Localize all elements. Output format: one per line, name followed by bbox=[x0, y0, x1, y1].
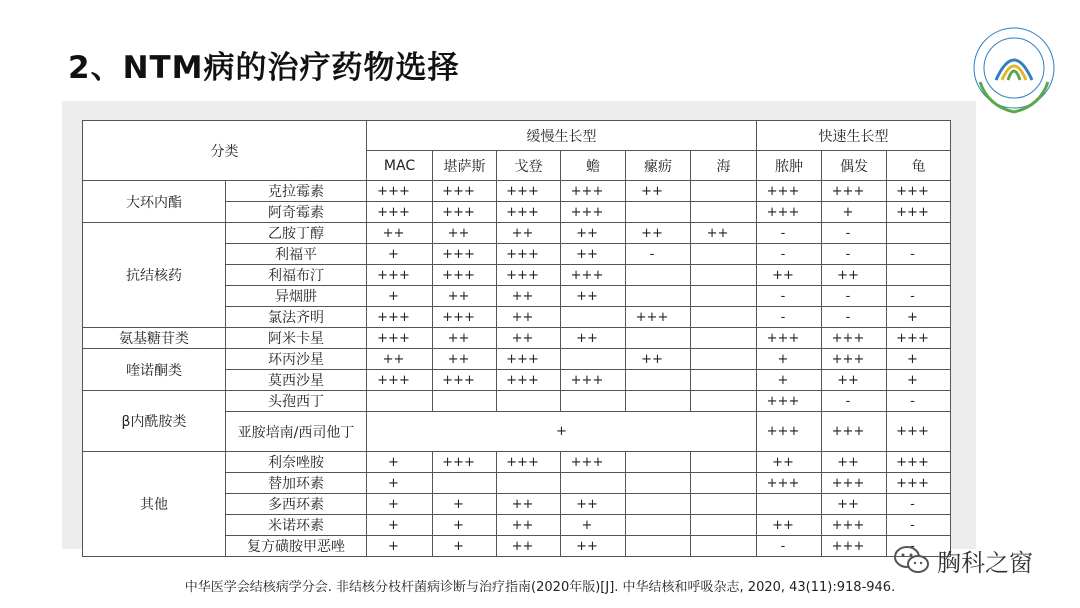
activity-cell: +++ bbox=[497, 202, 561, 223]
activity-cell: ++ bbox=[497, 536, 561, 557]
activity-cell: +++ bbox=[367, 265, 433, 286]
activity-cell: +++ bbox=[757, 412, 822, 452]
ntm-drug-table bbox=[82, 120, 951, 557]
activity-cell: + bbox=[757, 349, 822, 370]
activity-cell: + bbox=[433, 536, 497, 557]
activity-cell: ++ bbox=[433, 349, 497, 370]
activity-cell bbox=[887, 223, 951, 244]
drug-name: 氯法齐明 bbox=[226, 307, 367, 328]
activity-cell: ++ bbox=[822, 265, 887, 286]
activity-cell: ++ bbox=[497, 286, 561, 307]
header-species: 龟 bbox=[887, 151, 951, 181]
activity-cell: - bbox=[757, 536, 822, 557]
activity-cell: - bbox=[887, 515, 951, 536]
activity-cell: - bbox=[887, 391, 951, 412]
activity-cell: - bbox=[822, 286, 887, 307]
activity-cell bbox=[691, 515, 757, 536]
activity-cell: + bbox=[367, 473, 433, 494]
drug-name: 阿米卡星 bbox=[226, 328, 367, 349]
wechat-icon bbox=[893, 544, 931, 576]
activity-cell: + bbox=[887, 370, 951, 391]
table-row bbox=[83, 328, 951, 349]
category-cell: 氨基糖苷类 bbox=[83, 328, 226, 349]
activity-cell: +++ bbox=[887, 412, 951, 452]
activity-cell: ++ bbox=[626, 349, 691, 370]
activity-cell: +++ bbox=[887, 328, 951, 349]
activity-cell: + bbox=[887, 349, 951, 370]
activity-cell bbox=[626, 473, 691, 494]
activity-cell: + bbox=[822, 202, 887, 223]
activity-cell bbox=[691, 244, 757, 265]
header-species: 脓肿 bbox=[757, 151, 822, 181]
activity-cell bbox=[561, 349, 626, 370]
drug-name: 异烟肼 bbox=[226, 286, 367, 307]
drug-name: 克拉霉素 bbox=[226, 181, 367, 202]
activity-cell: - bbox=[757, 244, 822, 265]
activity-cell: ++ bbox=[497, 494, 561, 515]
activity-cell: ++ bbox=[757, 265, 822, 286]
activity-cell: + bbox=[367, 244, 433, 265]
activity-cell bbox=[691, 181, 757, 202]
activity-cell bbox=[626, 452, 691, 473]
activity-cell: - bbox=[822, 223, 887, 244]
activity-cell: +++ bbox=[497, 349, 561, 370]
activity-cell: ++ bbox=[626, 223, 691, 244]
header-species: 瘰疬 bbox=[626, 151, 691, 181]
drug-name: 乙胺丁醇 bbox=[226, 223, 367, 244]
activity-cell: +++ bbox=[367, 328, 433, 349]
activity-cell: ++ bbox=[497, 307, 561, 328]
activity-cell bbox=[626, 391, 691, 412]
activity-cell: +++ bbox=[433, 370, 497, 391]
activity-cell bbox=[691, 536, 757, 557]
activity-cell: +++ bbox=[626, 307, 691, 328]
activity-cell bbox=[561, 473, 626, 494]
activity-cell: +++ bbox=[822, 515, 887, 536]
activity-cell: ++ bbox=[561, 286, 626, 307]
header-species: MAC bbox=[367, 151, 433, 181]
activity-cell bbox=[433, 473, 497, 494]
activity-cell: - bbox=[887, 244, 951, 265]
activity-cell-merged: + bbox=[367, 412, 757, 452]
drug-name: 利福平 bbox=[226, 244, 367, 265]
drug-name: 利福布汀 bbox=[226, 265, 367, 286]
table-row bbox=[83, 391, 951, 412]
header-species: 海 bbox=[691, 151, 757, 181]
activity-cell: +++ bbox=[367, 181, 433, 202]
activity-cell: +++ bbox=[497, 244, 561, 265]
activity-cell: +++ bbox=[757, 391, 822, 412]
activity-cell bbox=[691, 349, 757, 370]
activity-cell: + bbox=[367, 515, 433, 536]
header-category: 分类 bbox=[83, 121, 367, 181]
header-species: 蟾 bbox=[561, 151, 626, 181]
header-species: 戈登 bbox=[497, 151, 561, 181]
activity-cell: +++ bbox=[433, 265, 497, 286]
activity-cell: ++ bbox=[561, 536, 626, 557]
activity-cell bbox=[691, 473, 757, 494]
activity-cell: - bbox=[887, 536, 951, 557]
activity-cell: ++ bbox=[367, 223, 433, 244]
activity-cell bbox=[757, 494, 822, 515]
activity-cell: ++ bbox=[822, 452, 887, 473]
activity-cell: ++ bbox=[561, 328, 626, 349]
activity-cell bbox=[367, 391, 433, 412]
activity-cell: +++ bbox=[822, 412, 887, 452]
header-fast-growing: 快速生长型 bbox=[757, 121, 951, 151]
drug-name: 环丙沙星 bbox=[226, 349, 367, 370]
header-species: 偶发 bbox=[822, 151, 887, 181]
drug-name: 亚胺培南/西司他丁 bbox=[226, 412, 367, 452]
activity-cell: + bbox=[887, 307, 951, 328]
activity-cell: ++ bbox=[433, 328, 497, 349]
activity-cell bbox=[433, 391, 497, 412]
activity-cell: ++ bbox=[497, 328, 561, 349]
activity-cell: ++ bbox=[433, 223, 497, 244]
activity-cell: +++ bbox=[822, 536, 887, 557]
activity-cell bbox=[626, 536, 691, 557]
activity-cell: +++ bbox=[433, 181, 497, 202]
activity-cell: - bbox=[626, 244, 691, 265]
activity-cell bbox=[561, 307, 626, 328]
activity-cell bbox=[691, 202, 757, 223]
watermark-text: 胸科之窗 bbox=[937, 548, 1033, 577]
activity-cell: +++ bbox=[367, 307, 433, 328]
society-logo bbox=[966, 20, 1062, 120]
drug-name: 阿奇霉素 bbox=[226, 202, 367, 223]
activity-cell: +++ bbox=[433, 202, 497, 223]
activity-cell: - bbox=[757, 307, 822, 328]
activity-cell: - bbox=[822, 307, 887, 328]
activity-cell bbox=[691, 286, 757, 307]
activity-cell bbox=[626, 265, 691, 286]
activity-cell: +++ bbox=[561, 202, 626, 223]
activity-cell: ++ bbox=[497, 223, 561, 244]
activity-cell: +++ bbox=[561, 370, 626, 391]
category-cell: 喹诺酮类 bbox=[83, 349, 226, 391]
activity-cell: + bbox=[367, 494, 433, 515]
activity-cell bbox=[691, 328, 757, 349]
activity-cell: +++ bbox=[497, 181, 561, 202]
activity-cell: ++ bbox=[367, 349, 433, 370]
activity-cell: - bbox=[887, 494, 951, 515]
activity-cell: - bbox=[887, 286, 951, 307]
activity-cell: +++ bbox=[887, 452, 951, 473]
activity-cell bbox=[497, 473, 561, 494]
page-title: 2、NTM病的治疗药物选择 bbox=[68, 50, 460, 86]
activity-cell bbox=[626, 515, 691, 536]
activity-cell: ++ bbox=[433, 286, 497, 307]
activity-cell: +++ bbox=[822, 181, 887, 202]
activity-cell: + bbox=[561, 515, 626, 536]
activity-cell: + bbox=[433, 515, 497, 536]
activity-cell bbox=[626, 202, 691, 223]
activity-cell: +++ bbox=[497, 452, 561, 473]
activity-cell: ++ bbox=[822, 370, 887, 391]
activity-cell: +++ bbox=[822, 349, 887, 370]
activity-cell: + bbox=[367, 536, 433, 557]
drug-name: 米诺环素 bbox=[226, 515, 367, 536]
activity-cell: ++ bbox=[691, 223, 757, 244]
table-row bbox=[83, 349, 951, 370]
activity-cell: ++ bbox=[626, 181, 691, 202]
activity-cell bbox=[626, 286, 691, 307]
activity-cell: +++ bbox=[367, 202, 433, 223]
activity-cell: + bbox=[433, 494, 497, 515]
activity-cell: +++ bbox=[367, 370, 433, 391]
activity-cell bbox=[691, 391, 757, 412]
activity-cell bbox=[626, 370, 691, 391]
activity-cell: +++ bbox=[822, 473, 887, 494]
activity-cell bbox=[887, 265, 951, 286]
activity-cell bbox=[691, 452, 757, 473]
drug-name: 替加环素 bbox=[226, 473, 367, 494]
activity-cell: +++ bbox=[433, 452, 497, 473]
category-cell: β内酰胺类 bbox=[83, 391, 226, 452]
drug-name: 利奈唑胺 bbox=[226, 452, 367, 473]
activity-cell: +++ bbox=[561, 452, 626, 473]
activity-cell: +++ bbox=[822, 328, 887, 349]
activity-cell: +++ bbox=[757, 181, 822, 202]
activity-cell: +++ bbox=[561, 181, 626, 202]
activity-cell bbox=[691, 494, 757, 515]
activity-cell: +++ bbox=[757, 202, 822, 223]
activity-cell: + bbox=[367, 452, 433, 473]
activity-cell: - bbox=[822, 391, 887, 412]
activity-cell: + bbox=[367, 286, 433, 307]
drug-name: 莫西沙星 bbox=[226, 370, 367, 391]
activity-cell bbox=[626, 328, 691, 349]
activity-cell: ++ bbox=[822, 494, 887, 515]
activity-cell: - bbox=[757, 286, 822, 307]
activity-cell: +++ bbox=[497, 370, 561, 391]
drug-name: 头孢西丁 bbox=[226, 391, 367, 412]
activity-cell: ++ bbox=[757, 515, 822, 536]
activity-cell: ++ bbox=[561, 494, 626, 515]
activity-cell bbox=[626, 494, 691, 515]
activity-cell: ++ bbox=[561, 244, 626, 265]
header-species: 堪萨斯 bbox=[433, 151, 497, 181]
activity-cell: +++ bbox=[433, 307, 497, 328]
category-cell: 抗结核药 bbox=[83, 223, 226, 328]
table-row bbox=[83, 181, 951, 202]
reference-citation: 中华医学会结核病学分会. 非结核分枝杆菌病诊断与治疗指南(2020年版)[J]. 中华结核和呼吸杂志, 2020, 43(11):918-946. bbox=[184, 580, 896, 595]
watermark bbox=[893, 540, 1063, 580]
activity-cell: + bbox=[757, 370, 822, 391]
drug-name: 多西环素 bbox=[226, 494, 367, 515]
header-slow-growing: 缓慢生长型 bbox=[367, 121, 757, 151]
activity-cell: +++ bbox=[887, 202, 951, 223]
activity-cell bbox=[497, 391, 561, 412]
activity-cell: +++ bbox=[433, 244, 497, 265]
activity-cell bbox=[691, 265, 757, 286]
activity-cell bbox=[561, 391, 626, 412]
activity-cell: - bbox=[757, 223, 822, 244]
activity-cell: +++ bbox=[887, 473, 951, 494]
activity-cell bbox=[691, 370, 757, 391]
drug-name: 复方磺胺甲恶唑 bbox=[226, 536, 367, 557]
activity-cell: ++ bbox=[497, 515, 561, 536]
activity-cell: ++ bbox=[561, 223, 626, 244]
table-row bbox=[83, 223, 951, 244]
activity-cell bbox=[691, 307, 757, 328]
category-cell: 其他 bbox=[83, 452, 226, 557]
table-row bbox=[83, 452, 951, 473]
activity-cell: +++ bbox=[757, 328, 822, 349]
activity-cell: ++ bbox=[757, 452, 822, 473]
activity-cell: +++ bbox=[757, 473, 822, 494]
activity-cell: +++ bbox=[561, 265, 626, 286]
activity-cell: - bbox=[822, 244, 887, 265]
category-cell: 大环内酯 bbox=[83, 181, 226, 223]
activity-cell: +++ bbox=[497, 265, 561, 286]
activity-cell: +++ bbox=[887, 181, 951, 202]
